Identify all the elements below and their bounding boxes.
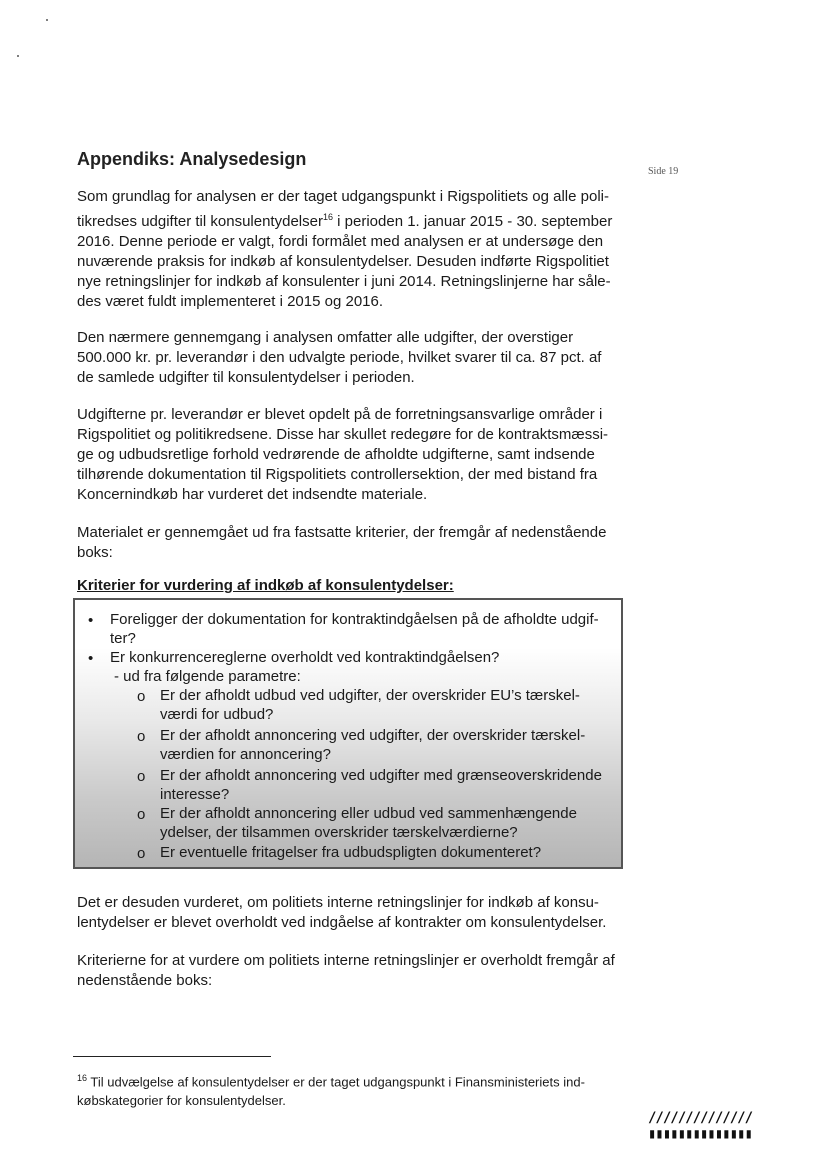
scan-speck: [17, 55, 19, 57]
page-number: Side 19: [648, 166, 679, 177]
scan-barcode: ////////////// ▮▮▮▮▮▮▮▮▮▮▮▮▮▮: [648, 1110, 753, 1142]
footnote-ref: 16: [322, 212, 333, 222]
sub-bullet-icon: o: [137, 728, 146, 745]
criteria-sub-exemptions: Er eventuelle fritagelser fra udbudspligten dokumenteret?: [160, 844, 542, 861]
sub-bullet-icon: o: [137, 688, 146, 705]
paragraph-method: Udgifterne pr. leverandør er blevet opdelt på de forretningsansvarlige områder i Rigspolitiet og politikredsene. Disse har skullet redegøre for de kontraktsmæssi- ge og udbudsretlige forhold vedrørende de afholdte udgifterne, samt indsende tilhørende dokumentation til Rigspolitiets controllersektion, der med bistand fra Koncernindkøb har vurderet det indsendte materiale.: [77, 406, 609, 503]
bullet-icon: •: [88, 612, 94, 629]
paragraph-guidelines: Det er desuden vurderet, om politiets interne retningslinjer for indkøb af konsu- lentydelser er blevet overholdt ved indgåelse af kontrakter om konsulentydelser.: [77, 894, 607, 931]
criteria-sub-cross-border: Er der afholdt annoncering ved udgifter med grænseoverskridende interesse?: [160, 767, 602, 803]
paragraph-intro: Som grundlag for analysen er der taget udgangspunkt i Rigspolitiets og alle poli- tikredses udgifter til konsulentydelser$^{16}$ i perioden 1. januar 2015 - 30. september 2016. Denne periode er valgt, fordi formålet med analysen er at undersøge den nuværende praksis for indkøb af konsulentydelser. Desuden indførte Rigspolitiet nye retningslinjer for indkøb af konsulenter i juni 2014. Retningslinjerne har såle- des været fuldt implementeret i 2015 og 2016.: [77, 188, 613, 310]
criteria-item-competition: Er konkurrencereglerne overholdt ved kontraktindgåelsen?: [110, 649, 500, 666]
footnote-number: 16: [77, 1073, 88, 1083]
bullet-icon: •: [88, 650, 94, 667]
sub-bullet-icon: o: [137, 845, 146, 862]
paragraph-material: Materialet er gennemgået ud fra fastsatte kriterier, der fremgår af nedenstående boks:: [77, 524, 607, 561]
sub-bullet-icon: o: [137, 806, 146, 823]
footnote: $^{16}$ Til udvælgelse af konsulentydelser er der taget udgangspunkt i Finansministeriets ind- købskategorier for konsulentydelser.: [77, 1073, 585, 1109]
paragraph-scope: Den nærmere gennemgang i analysen omfatter alle udgifter, der overstiger 500.000 kr. pr. leverandør i den udvalgte periode, hvilket svarer til ca. 87 pct. af de samlede udgifter til konsulentydelser i perioden.: [77, 329, 602, 386]
scan-speck: [46, 19, 48, 21]
footnote-divider: [73, 1056, 271, 1057]
criteria-sub-combined-services: Er der afholdt annoncering eller udbud ved sammenhængende ydelser, der tilsammen overskrider tærskelværdierne?: [160, 805, 577, 841]
criteria-box-title: Kriterier for vurdering af indkøb af konsulentydelser:: [77, 577, 454, 594]
criteria-sub-announcement-threshold: Er der afholdt annoncering ved udgifter, der overskrider tærskel- værdien for annoncering?: [160, 727, 586, 763]
criteria-sub-eu-threshold: Er der afholdt udbud ved udgifter, der overskrider EU’s tærskel- værdi for udbud?: [160, 687, 580, 723]
criteria-parameters-intro: - ud fra følgende parametre:: [114, 668, 301, 685]
page-title: Appendiks: Analysedesign: [77, 149, 307, 169]
criteria-item-documentation: Foreligger der dokumentation for kontraktindgåelsen på de afholdte udgif- ter?: [110, 611, 599, 647]
sub-bullet-icon: o: [137, 768, 146, 785]
paragraph-criteria-ref: Kriterierne for at vurdere om politiets interne retningslinjer er overholdt fremgår af nedenstående boks:: [77, 952, 615, 989]
